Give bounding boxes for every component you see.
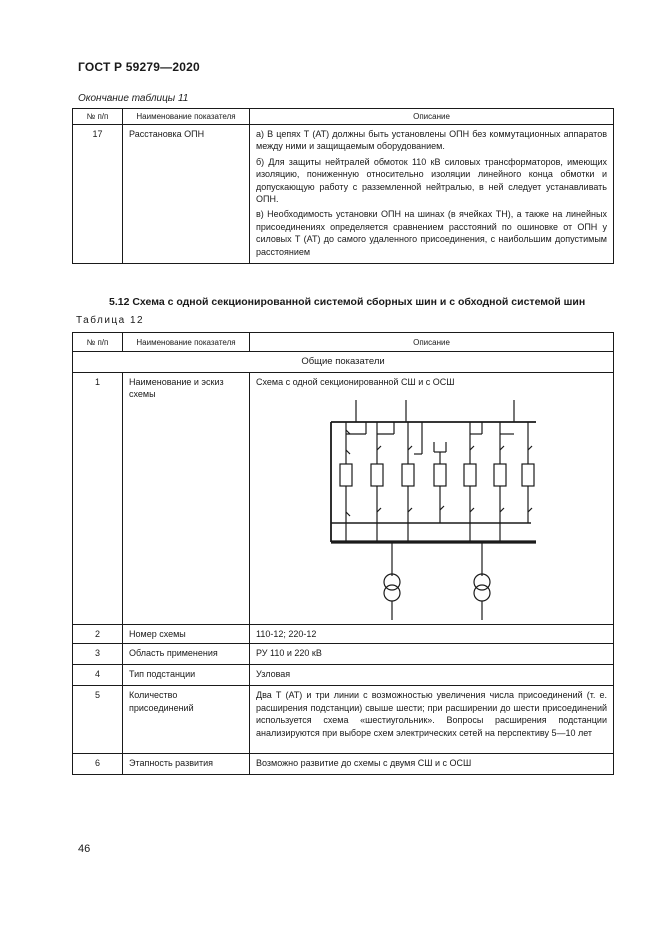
row-num: 5 bbox=[73, 686, 123, 754]
row-name: Этапность развития bbox=[123, 754, 250, 775]
description-paragraph-b: б) Для защиты нейтралей обмоток 110 кВ силовых трансформаторов, имеющих изоляцию, пониженную относительно изоляции линейного конца обмотки и допускающую работу с разземленной нейтралью, в ней следует устанавливать ОПН. bbox=[256, 156, 607, 205]
table-row bbox=[73, 644, 614, 665]
row-num: 1 bbox=[73, 373, 123, 625]
row-description: РУ 110 и 220 кВ bbox=[250, 644, 614, 665]
row-num: 2 bbox=[73, 625, 123, 644]
row-num: 4 bbox=[73, 665, 123, 686]
feeder-bay-2 bbox=[371, 422, 394, 542]
row-name: Количество присоединений bbox=[123, 686, 250, 754]
feeder-bay-5 bbox=[494, 422, 514, 542]
row-description: 110-12; 220-12 bbox=[250, 625, 614, 644]
table-row bbox=[73, 665, 614, 686]
row-name: Номер схемы bbox=[123, 625, 250, 644]
feeder-bay-6 bbox=[522, 422, 534, 523]
row-num: 3 bbox=[73, 644, 123, 665]
row-name: Расстановка ОПН bbox=[123, 125, 250, 264]
column-header-num: № п/п bbox=[73, 333, 123, 352]
feeder-bay-1 bbox=[340, 422, 366, 542]
row-description: Два Т (АТ) и три линии с возможностью увеличения числа присоединений (т. е. расширения подстанции) свыше шести; при расширении до шести присоединений используется схема «шестиугольник». Вопросы расширения подстанции анализируются при выборе схем электрических сетей на перспективу 5—10 лет bbox=[250, 686, 614, 754]
table-12 bbox=[72, 332, 614, 775]
row-description: Возможно развитие до схемы с двумя СШ и с ОСШ bbox=[250, 754, 614, 775]
column-header-description: Описание bbox=[250, 333, 614, 352]
page-number: 46 bbox=[78, 843, 91, 855]
table-row bbox=[73, 754, 614, 775]
transformer-1 bbox=[384, 542, 400, 620]
table-row bbox=[73, 373, 614, 625]
description-paragraph-c: в) Необходимость установки ОПН на шинах (в ячейках ТН), а также на линейных присоединениях определяется сравнением расстояний по ошиновке от ОПН у силовых Т (АТ) до самого удаленного присоединения, с наибольшим допустимым расстоянием bbox=[256, 209, 607, 257]
row-name: Область применения bbox=[123, 644, 250, 665]
table-row bbox=[73, 686, 614, 754]
feeder-bay-3 bbox=[402, 422, 422, 542]
transformer-2 bbox=[474, 542, 490, 620]
table-row bbox=[73, 625, 614, 644]
row-description bbox=[250, 373, 614, 625]
row-num: 17 bbox=[73, 125, 123, 264]
group-title: Общие показатели bbox=[73, 352, 614, 373]
document-header: ГОСТ Р 59279—2020 bbox=[78, 60, 200, 74]
column-header-num: № п/п bbox=[73, 109, 123, 125]
row-num: 6 bbox=[73, 754, 123, 775]
description-paragraph-a: а) В цепях Т (АТ) должны быть установлены ОПН без коммутационных аппаратов между ними и защищаемым оборудованием. bbox=[256, 129, 607, 152]
section-title: 5.12 Схема с одной секционированной системой сборных шин и с обходной системой шин bbox=[109, 296, 586, 308]
scheme-title: Схема с одной секционированной СШ и с ОСШ bbox=[256, 377, 455, 387]
bypass-breaker-bay bbox=[434, 442, 446, 523]
busbar-scheme-diagram bbox=[256, 394, 556, 622]
table-row bbox=[73, 125, 614, 264]
column-header-description: Описание bbox=[250, 109, 614, 125]
table-11-caption: Окончание таблицы 11 bbox=[78, 93, 189, 104]
row-name: Тип подстанции bbox=[123, 665, 250, 686]
table-12-caption: Таблица 12 bbox=[76, 315, 145, 326]
feeder-bay-4 bbox=[464, 422, 482, 542]
row-description: Узловая bbox=[250, 665, 614, 686]
column-header-name: Наименование показателя bbox=[123, 333, 250, 352]
row-name: Наименование и эскиз схемы bbox=[123, 373, 250, 625]
row-description bbox=[250, 125, 614, 264]
column-header-name: Наименование показателя bbox=[123, 109, 250, 125]
table-11 bbox=[72, 108, 614, 264]
